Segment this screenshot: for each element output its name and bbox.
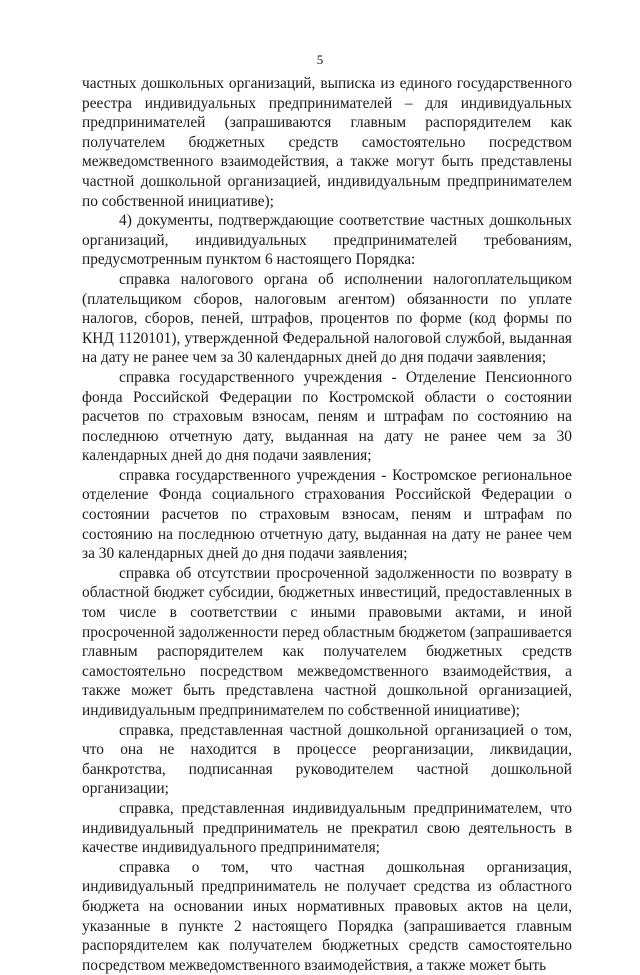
paragraph: частных дошкольных организаций, выписка из единого государственного реестра индивидуальных предпринимателей – для индивидуальных предпринимателей (запрашиваются главным распорядителем как получателем бюджетных средств самостоятельно посредством межведомственного взаимодействия, а также могут быть представлены частной дошкольной организацией, индивидуальным предпринимателем по собственной инициативе);: [82, 75, 572, 210]
page-number: 5: [316, 52, 324, 67]
paragraph: справка о том, что частная дошкольная организация, индивидуальный предприниматель не получает средства из областного бюджета на основании иных нормативных правовых актов на цели, указанные в пункте 2 настоящего Порядка (запрашивается главным распорядителем как получателем бюджетных средств самостоятельно посредством межведомственного взаимодействия, а также может быть: [82, 858, 572, 974]
paragraph: справка, представленная индивидуальным предпринимателем, что индивидуальный предприниматель не прекратил свою деятельность в качестве индивидуального предпринимателя;: [82, 799, 572, 857]
document-body: [82, 74, 572, 975]
paragraph: справка налогового органа об исполнении налогоплательщиком (плательщиком сборов, налоговым агентом) обязанности по уплате налогов, сборов, пеней, штрафов, процентов по форме (код формы по КНД 1120101), утвержденной Федеральной налоговой службой, выданная на дату не ранее чем за 30 календарных дней до дня подачи заявления;: [82, 270, 572, 367]
paragraph: справка государственного учреждения - Костромское региональное отделение Фонда социального страхования Российской Федерации о состоянии расчетов по страховым взносам, пеням и штрафам по состоянию на последнюю отчетную дату, выданная на дату не ранее чем за 30 календарных дней до дня подачи заявления;: [82, 466, 572, 563]
paragraph: 4) документы, подтверждающие соответствие частных дошкольных организаций, индивидуальных предпринимателей требованиям, предусмотренным пунктом 6 настоящего Порядка:: [82, 212, 572, 269]
paragraph: справка государственного учреждения - Отделение Пенсионного фонда Российской Федерации по Костромской области о состоянии расчетов по страховым взносам, пеням и штрафам по состоянию на последнюю отчетную дату, выданная на дату не ранее чем за 30 календарных дней до дня подачи заявления;: [82, 368, 572, 465]
paragraph: справка об отсутствии просроченной задолженности по возврату в областной бюджет субсидии, бюджетных инвестиций, предоставленных в том числе в соответствии с иными правовыми актами, и иной просроченной задолженности перед областным бюджетом (запрашивается главным распорядителем как получателем бюджетных средств самостоятельно посредством межведомственного взаимодействия, а также может быть представлена частной дошкольной организацией, индивидуальным предпринимателем по собственной инициативе);: [82, 564, 572, 719]
paragraph: справка, представленная частной дошкольной организацией о том, что она не находится в процессе реорганизации, ликвидации, банкротства, подписанная руководителем частной дошкольной организации;: [82, 721, 572, 798]
